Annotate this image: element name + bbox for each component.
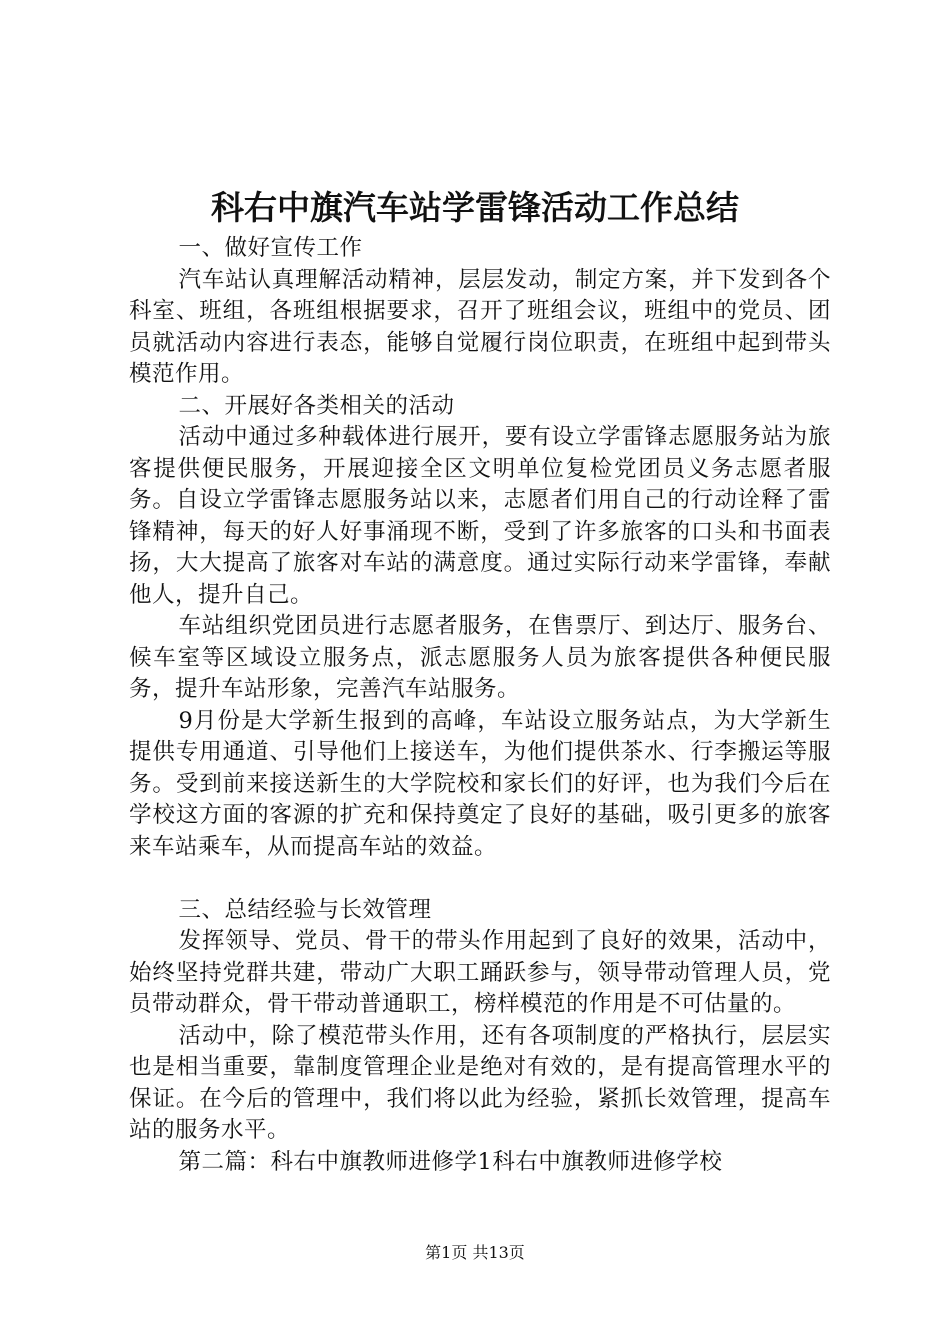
- paragraph: 活动中，除了模范带头作用，还有各项制度的严格执行，层层实也是相当重要，靠制度管理企业是绝对有效的，是有提高管理水平的保证。在今后的管理中，我们将以此为经验，紧抓长效管理，提高车站的服务水平。: [129, 1022, 831, 1143]
- paragraph: 9月份是大学新生报到的高峰，车站设立服务站点，为大学新生提供专用通道、引导他们上接送车，为他们提供茶水、行李搬运等服务。受到前来接送新生的大学院校和家长们的好评，也为我们今后在学校这方面的客源的扩充和保持奠定了良好的基础，吸引更多的旅客来车站乘车，从而提高车站的效益。: [129, 707, 831, 860]
- blank-line: [129, 863, 831, 895]
- paragraph: 发挥领导、党员、骨干的带头作用起到了良好的效果，活动中，始终坚持党群共建，带动广大职工踊跃参与，领导带动管理人员，党员带动群众，骨干带动普通职工，榜样模范的作用是不可估量的。: [129, 928, 831, 1017]
- document-body: [129, 233, 831, 1178]
- section-heading-3: 三、总结经验与长效管理: [178, 896, 432, 923]
- section-heading-2: 二、开展好各类相关的活动: [178, 392, 455, 419]
- paragraph: 汽车站认真理解活动精神，层层发动，制定方案，并下发到各个科室、班组，各班组根据要求，召开了班组会议，班组中的党员、团员就活动内容进行表态，能够自觉履行岗位职责，在班组中起到带头模范作用。: [129, 266, 831, 387]
- document-title: 科右中旗汽车站学雷锋活动工作总结: [211, 188, 739, 227]
- page-number: 第1页 共13页: [425, 1243, 525, 1262]
- paragraph: 活动中通过多种载体进行展开，要有设立学雷锋志愿服务站为旅客提供便民服务，开展迎接全区文明单位复检党团员义务志愿者服务。自设立学雷锋志愿服务站以来，志愿者们用自己的行动诠释了雷锋精神，每天的好人好事涌现不断，受到了许多旅客的口头和书面表扬，大大提高了旅客对车站的满意度。通过实际行动来学雷锋，奉献他人，提升自己。: [129, 424, 831, 608]
- section-heading-1: 一、做好宣传工作: [178, 235, 363, 261]
- paragraph: 车站组织党团员进行志愿者服务，在售票厅、到达厅、服务台、候车室等区域设立服务点，派志愿服务人员为旅客提供各种便民服务，提升车站形象，完善汽车站服务。: [129, 613, 831, 702]
- next-article-heading: 第二篇：科右中旗教师进修学1科右中旗教师进修学校: [178, 1148, 723, 1175]
